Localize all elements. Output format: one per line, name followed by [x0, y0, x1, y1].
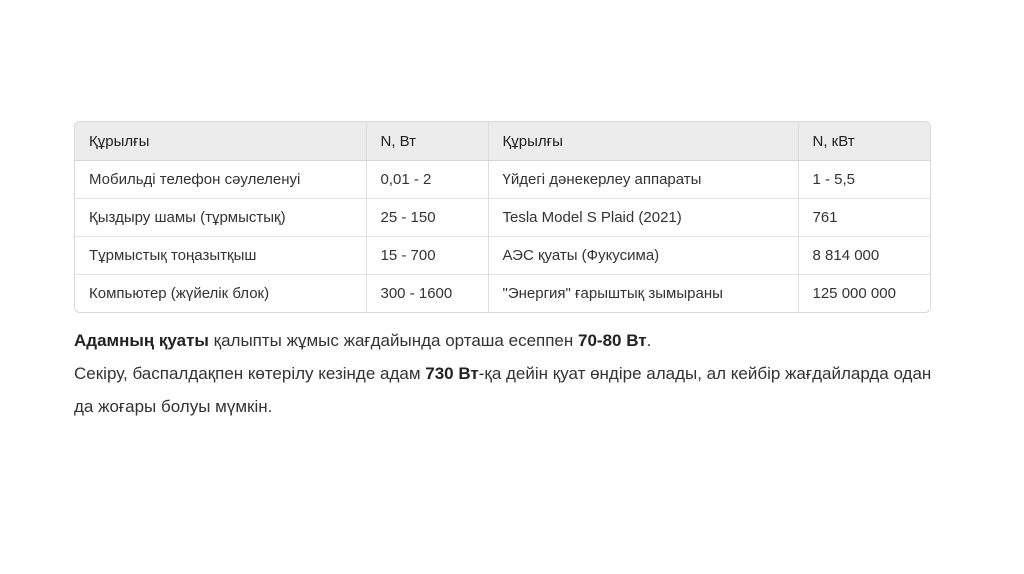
power-table	[74, 121, 931, 313]
table-body	[75, 161, 930, 313]
paragraph-text: .	[646, 331, 652, 350]
table-cell: Тұрмыстық тоңазытқыш	[75, 237, 366, 275]
table-row	[75, 199, 930, 237]
table-cell: Қыздыру шамы (тұрмыстық)	[75, 199, 366, 237]
table-row	[75, 237, 930, 275]
table-cell: 125 000 000	[812, 285, 896, 302]
table-cell: АЭС қуаты (Фукусима)	[488, 237, 798, 275]
average-power-value: 70-80 Вт	[578, 331, 647, 350]
header-device-1: Құрылғы	[75, 122, 366, 161]
table-cell: Компьютер (жүйелік блок)	[75, 275, 366, 313]
table-cell: 0,01 - 2	[366, 161, 488, 199]
header-row	[75, 122, 930, 161]
table-row	[75, 161, 930, 199]
table-cell: 15 - 700	[366, 237, 488, 275]
peak-power-paragraph	[74, 357, 944, 423]
table-cell: Үйдегі дәнекерлеу аппараты	[488, 161, 798, 199]
paragraph-text: Секіру, баспалдақпен көтерілу кезінде адам	[74, 364, 426, 383]
table-cell: 761	[798, 199, 930, 237]
table-cell: 1 - 5,5	[798, 161, 930, 199]
human-power-term: Адамның қуаты	[74, 331, 209, 350]
human-power-paragraph	[74, 324, 944, 357]
table-row	[75, 275, 930, 313]
table-cell: 25 - 150	[366, 199, 488, 237]
table-header	[75, 122, 930, 161]
table-cell: "Энергия" ғарыштық зымыраны	[488, 275, 798, 313]
table-cell: 300 - 1600	[366, 275, 488, 313]
peak-power-value: 730 Вт	[425, 364, 479, 383]
paragraph-text: қалыпты жұмыс жағдайында орташа есеппен	[208, 331, 578, 350]
paragraph-text: -қа дейін қуат өндіре алады, ал кейбір жағдайларда одан да жоғары болуы мүмкін.	[74, 364, 932, 416]
table-cell: Мобильді телефон сәулеленуі	[75, 161, 366, 199]
header-power-kw: N, кВт	[798, 122, 930, 161]
header-device-2: Құрылғы	[488, 122, 798, 161]
power-table-grid	[75, 122, 930, 312]
table-cell: 8 814 000	[798, 237, 930, 275]
header-power-w: N, Вт	[366, 122, 488, 161]
table-cell: Tesla Model S Plaid (2021)	[488, 199, 798, 237]
